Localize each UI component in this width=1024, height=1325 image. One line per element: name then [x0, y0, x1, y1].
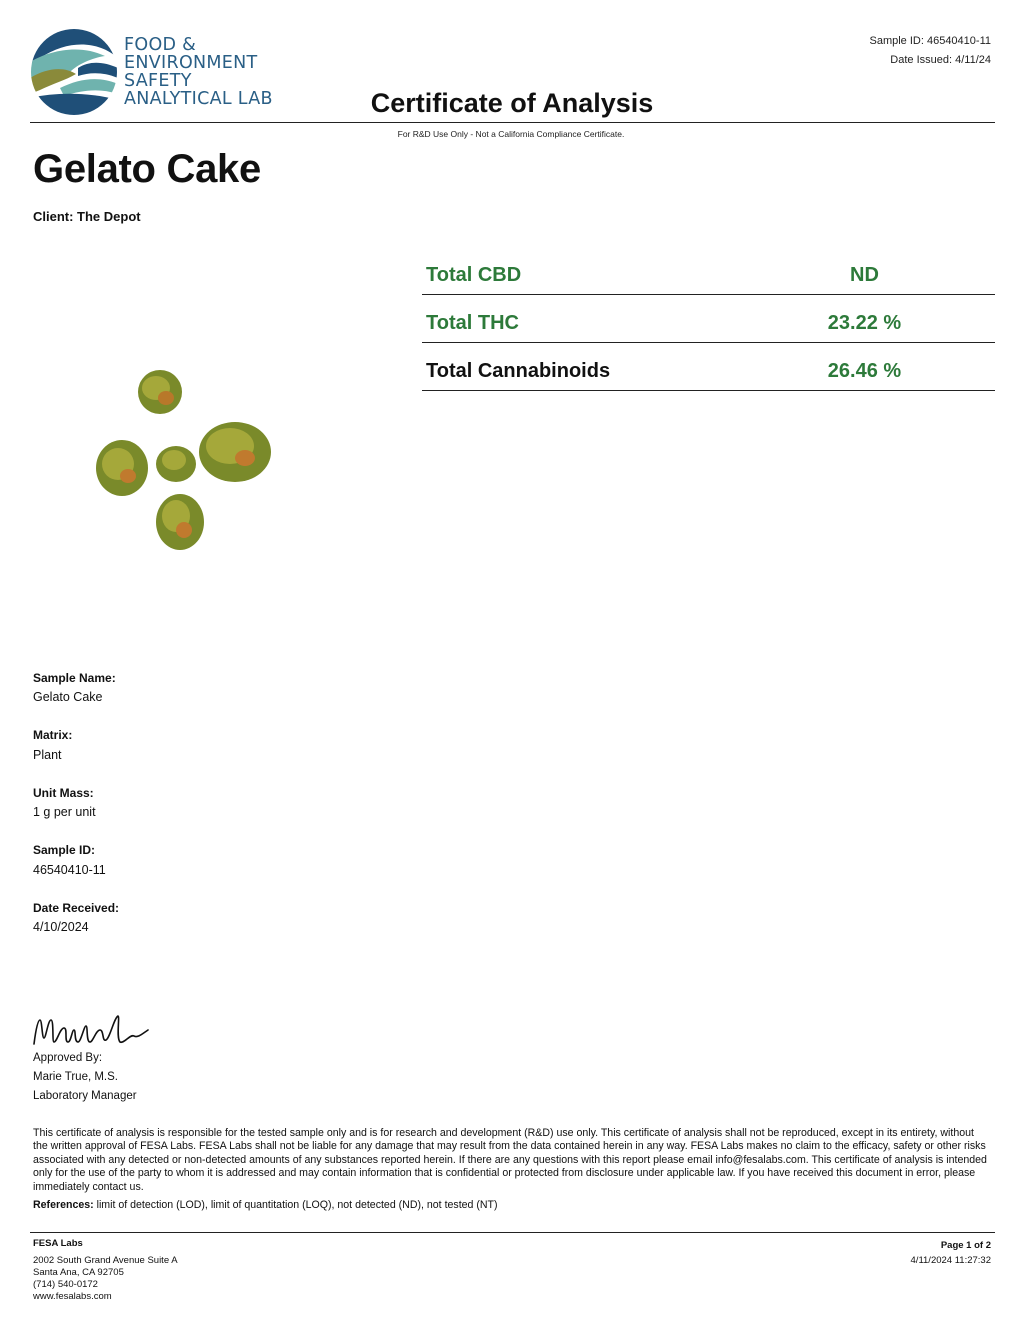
references-text: limit of detection (LOD), limit of quantitation (LOQ), not detected (ND), not tested (NT)	[93, 1199, 498, 1211]
header-divider	[30, 122, 995, 123]
product-name: Gelato Cake	[33, 147, 261, 191]
footer-phone: (714) 540-0172	[33, 1279, 98, 1290]
footer-address	[33, 1238, 178, 1303]
references	[33, 1199, 498, 1211]
logo-line: SAFETY	[124, 71, 192, 91]
logo-line: ANALYTICAL LAB	[124, 89, 273, 109]
info-label: Sample Name:	[33, 671, 116, 685]
total-value: ND	[850, 264, 879, 286]
info-value-matrix: Plant	[33, 748, 62, 762]
header-sample-id: Sample ID: 46540410-11	[869, 35, 991, 47]
info-label: Date Received:	[33, 901, 120, 915]
client-name: Client: The Depot	[33, 209, 141, 224]
bud-cluster	[96, 370, 271, 550]
info-label: Sample ID:	[33, 843, 96, 857]
total-row-cannabinoids	[422, 343, 995, 391]
info-value-date-received: 4/10/2024	[33, 920, 89, 934]
references-label: References:	[33, 1199, 94, 1211]
approver-signature	[30, 1008, 155, 1056]
sample-photo	[90, 360, 290, 570]
approved-by-label: Approved By:	[33, 1052, 103, 1064]
footer-website: www.fesalabs.com	[33, 1291, 112, 1302]
total-row-thc	[422, 295, 995, 343]
total-row-cbd	[422, 247, 995, 295]
total-label: Total Cannabinoids	[426, 360, 611, 382]
total-label: Total CBD	[426, 264, 522, 286]
document-title	[0, 88, 1024, 119]
disclaimer-text: This certificate of analysis is responsible for the tested sample only and is for research and development (R&D) use only. This certificate of analysis shall not be reproduced, except in its entirety, without the written approval of FESA Labs. FESA Labs shall not be liable for any damage that may result from the data contained herein in any way. FESA Labs makes no claim to the efficacy, safety or other risks associated with any detected or non-detected amounts of any substances reported herein. If there are any questions with this report please email info@fesalabs.com. This certificate of analysis is intended only for the use of the party to whom it is addressed and may contain information that is confidential or protected from disclosure under applicable law. If you have received this document in error, please immediately contact us.	[33, 1127, 987, 1193]
header-meta	[870, 32, 992, 70]
footer-address-line: Santa Ana, CA 92705	[33, 1267, 124, 1278]
footer-timestamp: 4/11/2024 11:27:32	[910, 1255, 991, 1266]
footer-company: FESA Labs	[33, 1238, 83, 1249]
logo-line: FOOD &	[124, 35, 197, 55]
total-value: 26.46 %	[827, 360, 902, 382]
header-date-issued: Date Issued: 4/11/24	[890, 54, 991, 66]
rd-use-note: For R&D Use Only - Not a California Compliance Certificate.	[397, 129, 625, 139]
page-number: Page 1 of 2	[940, 1240, 991, 1251]
approver-name: Marie True, M.S.	[33, 1071, 118, 1083]
total-label: Total THC	[426, 312, 519, 334]
footer-meta	[911, 1238, 991, 1268]
document-title-text: Certificate of Analysis	[370, 88, 654, 118]
total-value: 23.22 %	[827, 312, 902, 334]
footer-divider	[30, 1232, 995, 1233]
logo-line: ENVIRONMENT	[124, 53, 258, 73]
info-label: Matrix:	[33, 728, 73, 742]
info-label: Unit Mass:	[33, 786, 94, 800]
info-value-sample-id: 46540410-11	[33, 863, 106, 877]
info-value-unit-mass: 1 g per unit	[33, 805, 96, 819]
info-value-sample-name: Gelato Cake	[33, 690, 103, 704]
approver-title: Laboratory Manager	[33, 1090, 137, 1102]
footer-address-line: 2002 South Grand Avenue Suite A	[33, 1255, 178, 1266]
